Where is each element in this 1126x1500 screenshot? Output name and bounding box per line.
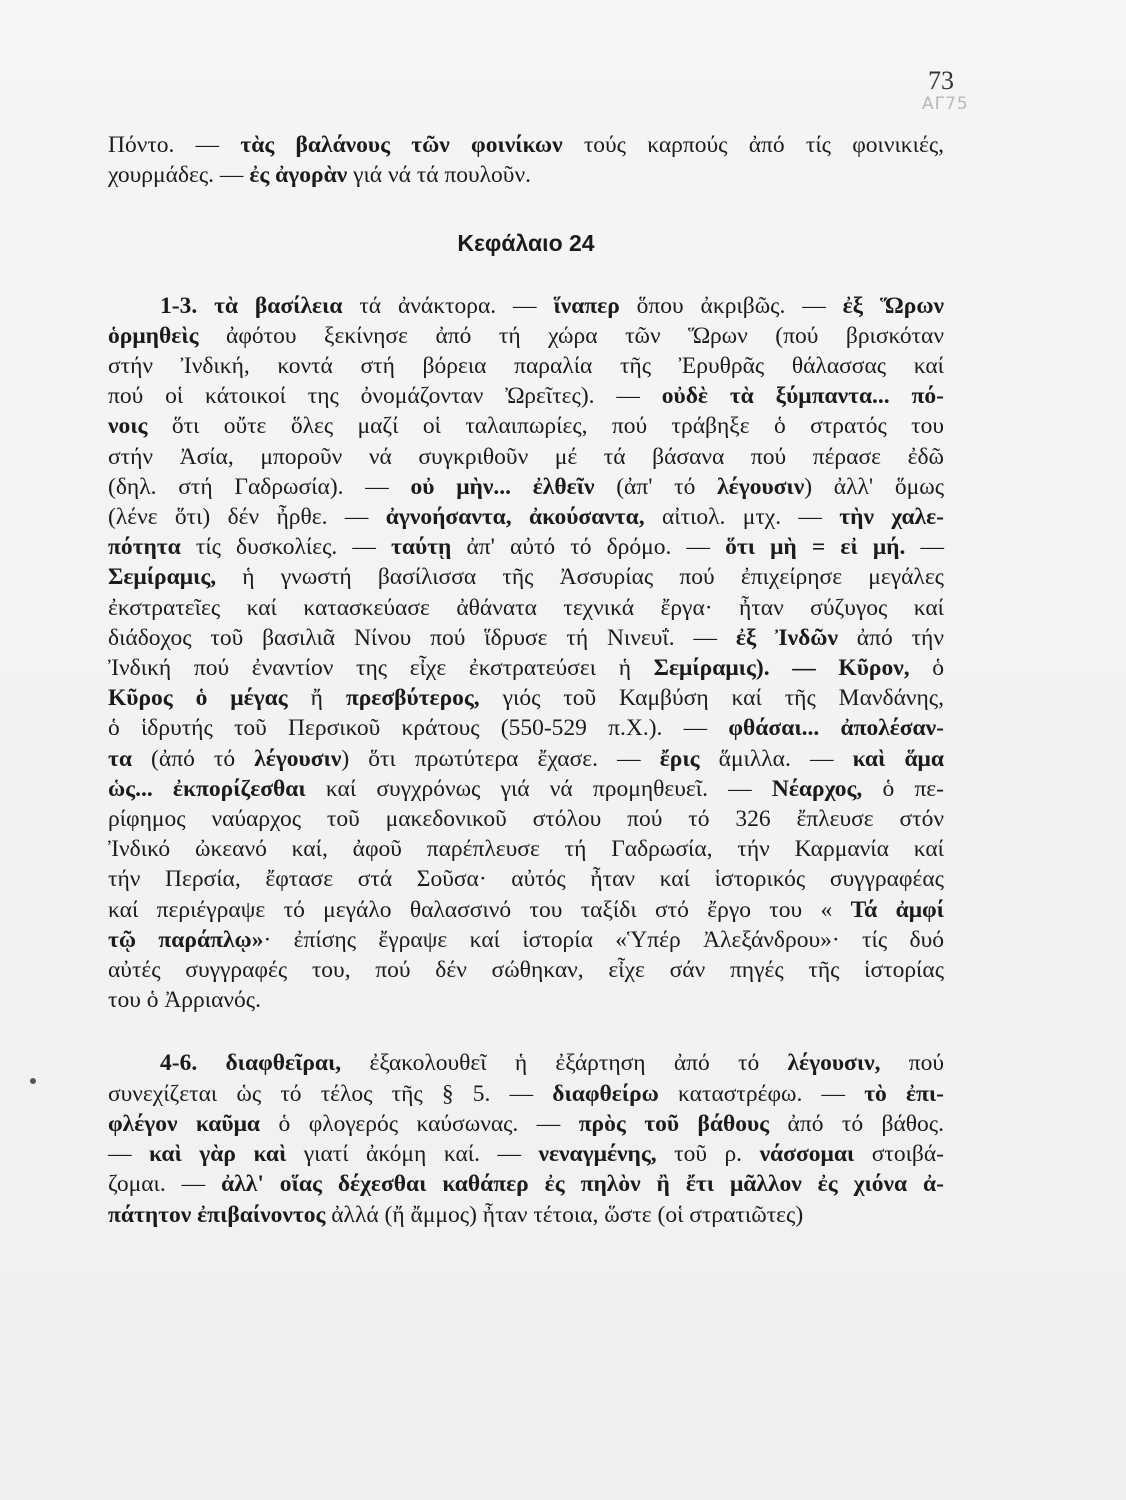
bold-term: 1-3. τὰ βασίλεια [160,292,343,319]
gloss-text: ὁ [909,655,945,682]
gloss-text: (ἀπ' τό [594,473,718,500]
bold-term: 4-6. διαφθεῖραι, [160,1050,342,1077]
bold-term: πρὸς τοῦ βάθους [578,1110,770,1137]
text-line [108,895,944,925]
text-line [108,804,944,834]
pencil-annotation: ΑΓ75 [922,94,969,114]
text-line [108,955,944,985]
text-line [108,1139,944,1169]
bold-term: καὶ γὰρ καὶ [149,1141,287,1168]
gloss-text: ζομαι. — [108,1171,222,1198]
bold-term: νάσσομαι [759,1141,855,1168]
gloss-text: ) ὅτι πρωτύτερα ἔχασε. — [341,745,660,772]
gloss-text: τοῦ ρ. [656,1141,760,1168]
gloss-text: ἐκστρατεῖες καί κατασκεύασε ἀθάνατα τεχνικά ἔργα· ἦταν σύζυγος καί [108,594,944,621]
bold-term: Νέαρχος, [771,775,863,802]
gloss-text: · ἐπίσης ἔγραψε καί ἱστορία «Ὑπέρ Ἀλεξάνδρου»· τίς δυό [263,926,944,953]
bold-term: ὡς... ἐκπορίζεσθαι [108,775,306,802]
text-line [108,593,944,623]
bold-term: ἀλλ' οἵας δέχεσθαι καθάπερ ἐς πηλὸν ἢ ἔτι μᾶλλον ἐς χιόνα ἀ- [221,1171,944,1198]
text-line [108,744,944,774]
bold-term: ἀγνοήσαντα, ἀκούσαντα, [385,504,645,531]
bold-term: ὅτι μὴ = εἰ μή. [725,534,906,561]
text-line [108,472,944,502]
text-line [108,411,944,441]
bold-term: τὰς βαλάνους τῶν φοινίκων [240,132,563,158]
text-line [108,160,944,190]
gloss-text: — [108,1141,150,1168]
gloss-text: τούς καρπούς ἀπό τίς φοινικιές, [562,132,944,158]
gloss-text: πού οἱ κάτοικοί της ὀνομάζονταν Ὠρεῖτες). — [108,383,662,410]
gloss-text: συνεχίζεται ὡς τό τέλος τῆς § 5. — [108,1080,553,1107]
bold-term: Κῦρος ὁ μέγας [108,685,288,712]
bold-term: τῷ παράπλῳ» [108,926,264,953]
bold-term: τὴν χαλε- [839,504,944,531]
text-line [108,291,944,321]
gloss-text: αἰτιολ. μτχ. — [644,504,840,531]
gloss-text: του ὁ Ἀρριανός. [108,987,261,1014]
intro-block [108,130,944,190]
bold-term: οὐ μὴν... ἐλθεῖν [410,473,595,500]
bold-term: πάτητον ἐπιβαίνοντος [108,1201,326,1228]
gloss-text: καί περιέγραψε τό μεγάλο θαλασσινό του ταξίδι στό ἔργο του « [108,896,851,923]
text-line [108,1169,944,1199]
gloss-text: ἡ γνωστή βασίλισσα τῆς Ἀσσυρίας πού ἐπιχείρησε μεγάλες [216,564,944,591]
gloss-text: στήν Ἰνδική, κοντά στή βόρεια παραλία τῆς Ἐρυθρᾶς θάλασσας καί [108,353,944,380]
text-line [108,864,944,894]
gloss-text: γιατί ἀκόμη καί. — [286,1141,539,1168]
text-line [108,623,944,653]
gloss-text: ἀφότου ξεκίνησε ἀπό τή χώρα τῶν Ὥρων (πού βρισκόταν [198,322,944,349]
gloss-text: (λένε ὅτι) δέν ἦρθε. — [108,504,386,531]
text-line [108,1109,944,1139]
gloss-text: ἅμιλλα. — [699,745,853,772]
text-line [108,442,944,472]
body-text [108,130,944,1230]
paragraph-1-3 [108,291,944,1016]
bold-term: φθάσαι... ἀπολέσαν- [728,715,944,742]
bold-term: ταύτῃ [391,534,452,561]
gloss-text: ρίφημος ναύαρχος τοῦ μακεδονικοῦ στόλου πού τό 326 ἔπλευσε στόν [108,806,944,833]
bold-term: ἐξ Ἰνδῶν [735,624,838,651]
bold-term: πότητα [108,534,181,561]
chapter-heading: Κεφάλαιο 24 [457,230,595,257]
bold-term: καὶ ἅμα [852,745,944,772]
paragraph-gap [108,1015,944,1048]
gloss-text: ἀπ' αὐτό τό δρόμο. — [451,534,726,561]
text-line [108,774,944,804]
gloss-text: Ἰνδικό ὠκεανό καί, ἀφοῦ παρέπλευσε τή Γαδρωσία, τήν Καρμανία καί [108,836,944,863]
bold-term: ἐξ Ὥρων [842,292,945,319]
gloss-text: πού [880,1050,945,1077]
bold-term: ἵναπερ [553,292,620,319]
text-line [108,834,944,864]
bold-term: Σεμίραμις). — Κῦρον, [653,655,910,682]
bold-term: διαφθείρω [552,1080,659,1107]
bold-term: ἔρις [659,745,700,772]
gloss-text: ἐξακολουθεῖ ἡ ἐξάρτηση ἀπό τό [341,1050,788,1077]
text-line [108,1079,944,1109]
gloss-text: ἀπό τήν [837,624,944,651]
gloss-text: ὁ φλογερός καύσωνας. — [260,1110,579,1137]
bold-term: Σεμίραμις, [108,564,217,591]
text-line [108,381,944,411]
text-line [108,683,944,713]
text-line [108,351,944,381]
paragraph-4-6 [108,1048,944,1229]
gloss-text: τήν Περσία, ἔφτασε στά Σοῦσα· αὐτός ἦταν καί ἱστορικός συγγραφέας [108,866,944,893]
gloss-text: καταστρέφω. — [658,1080,865,1107]
bold-term: τὸ ἐπι- [864,1080,944,1107]
gloss-text: ὅπου ἀκριβῶς. — [619,292,843,319]
gloss-text: διάδοχος τοῦ βασιλιᾶ Νίνου πού ἵδρυσε τή Νινευΐ. — [108,624,736,651]
text-line [108,925,944,955]
gloss-text: γιός τοῦ Καμβύση καί τῆς Μανδάνης, [479,685,944,712]
gloss-text: Ἰνδική πού ἐναντίον της εἶχε ἐκστρατεύσει ἡ [108,655,654,682]
gloss-text: γιά νά τά πουλοῦν. [347,162,531,189]
gloss-text: στοιβά- [854,1141,944,1168]
gloss-text: τίς δυσκολίες. — [180,534,392,561]
gloss-text: στήν Ἀσία, μποροῦν νά συγκριθοῦν μέ τά βάσανα πού πέρασε ἐδῶ [108,443,944,470]
gloss-text: (δηλ. στή Γαδρωσία). — [108,473,411,500]
text-line [108,532,944,562]
bold-term: νεναγμένης, [538,1141,657,1168]
gloss-text: ὅτι οὔτε ὅλες μαζί οἱ ταλαιπωρίες, πού τράβηξε ὁ στρατός του [147,413,944,440]
text-line [108,713,944,743]
gloss-text: ὁ πε- [862,775,945,802]
bold-term: λέγουσιν [254,745,342,772]
gloss-text: ἤ [287,685,346,712]
gloss-text: ) ἀλλ' ὅμως [804,473,944,500]
gloss-text: ἀλλά (ἤ ἄμμος) ἦταν τέτοια, ὥστε (οἱ στρατιῶτες) [325,1201,804,1228]
page-number: 73 [928,66,954,95]
gloss-text: (ἀπό τό [131,745,255,772]
bold-term: λέγουσιν [717,473,805,500]
bold-term: φλέγον καῦμα [108,1110,261,1137]
gloss-text: ἀπό τό βάθος. [769,1110,944,1137]
gloss-text: αὐτές συγγραφές του, πού δέν σώθηκαν, εἶχε σάν πηγές τῆς ἱστορίας [108,957,944,984]
text-line [108,562,944,592]
gloss-text: χουρμάδες. — [108,162,250,189]
text-line [108,1048,944,1078]
bold-term: πρεσβύτερος, [345,685,480,712]
bold-term: νοις [108,413,148,440]
gloss-text: ὁ ἱδρυτής τοῦ Περσικοῦ κράτους (550-529 π.Χ.). — [108,715,729,742]
text-line [108,653,944,683]
ink-speck [30,1078,36,1084]
bold-term: λέγουσιν, [787,1050,881,1077]
bold-term: ἐς ἀγορὰν [249,162,348,189]
text-line [108,502,944,532]
bold-term: τα [108,745,132,772]
bold-term: ὁρμηθεὶς [108,322,199,349]
text-line [108,321,944,351]
gloss-text: τά ἀνάκτορα. — [342,292,554,319]
gloss-text: — [905,534,945,561]
gloss-text: καί συγχρόνως γιά νά προμηθευεῖ. — [305,775,772,802]
text-line [108,985,944,1015]
text-line [108,130,944,160]
bold-term: Τά ἀμφί [850,896,944,923]
text-line [108,1200,944,1230]
gloss-text: Πόντο. — [108,132,241,158]
bold-term: οὐδὲ τὰ ξύμπαντα... πό- [661,383,945,410]
